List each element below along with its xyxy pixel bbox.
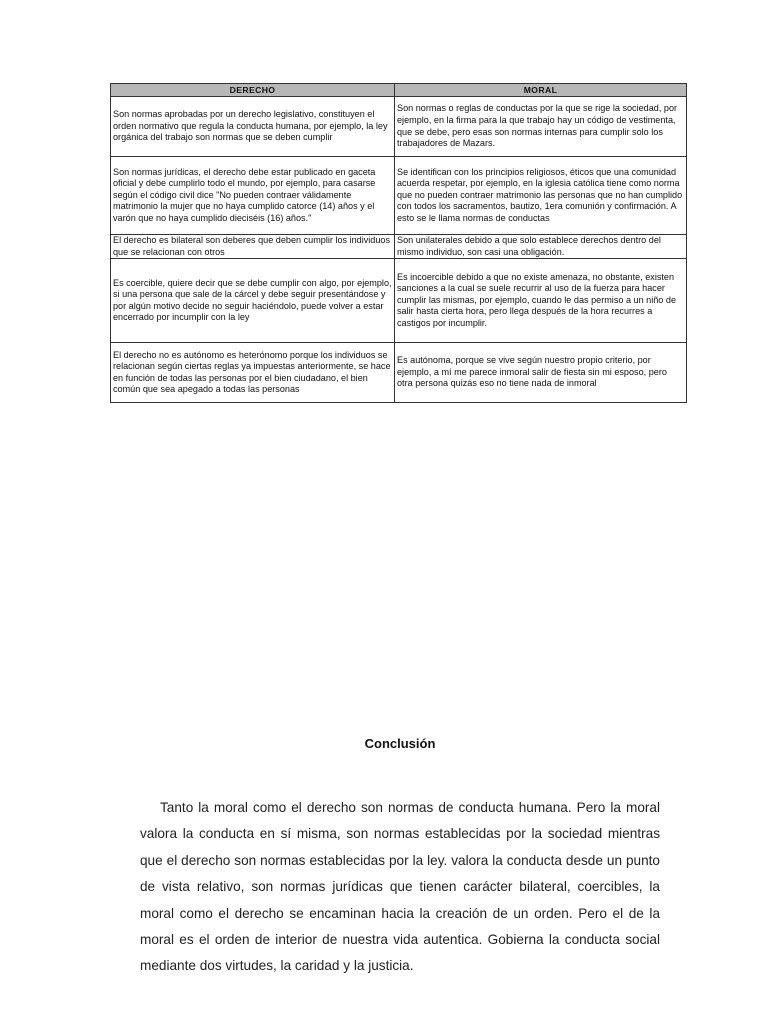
moral-cell-text: Es autónoma, porque se vive según nuestro propio criterio, por ejemplo, a mí me parece inmoral salir de fiesta sin mi esposo, pero otra persona quizás eso no tiene nada de inmoral: [397, 355, 667, 389]
derecho-cell: [111, 343, 395, 403]
derecho-cell: [111, 259, 395, 343]
table-header-row: [111, 84, 687, 97]
moral-cell: [395, 235, 687, 259]
derecho-cell: [111, 97, 395, 157]
conclusion-body: [140, 795, 660, 1024]
derecho-cell-text: El derecho no es autónomo es heterónomo porque los individuos se relacionan según ciertas reglas ya impuestas anteriormente, se hace en función de todas las personas por el bien ciudadano, el bien común que sea apegado a todas las personas: [113, 349, 391, 395]
derecho-cell-text: El derecho es bilateral son deberes que deben cumplir los individuos que se relacionan con otros: [113, 235, 391, 257]
moral-cell-text: Se identifican con los principios religiosos, éticos que una comunidad acuerda respetar, por ejemplo, en la iglesia católica tiene como norma que no pueden contraer matrimonio las personas que no han cumplido con todos los sacramentos, bautizo, 1era comunión y confirmación. A esto se le llama normas de conductas: [397, 166, 683, 223]
column-header-moral: MORAL: [395, 84, 687, 97]
moral-cell-text: Es incoercible debido a que no existe amenaza, no obstante, existen sanciones a la cual se suele recurrir al uso de la fuerza para hacer cumplir las mismas, por ejemplo, cuando le das permiso a un niño de salir hasta cierta hora, pero llega después de la hora recurres a castigos por incumplir.: [397, 271, 677, 329]
table-row: [111, 259, 687, 343]
conclusion-paragraph: Tanto la moral como el derecho son normas de conducta humana. Pero la moral valora la conducta en sí misma, son normas establecidas por la sociedad mientras que el derecho son normas establecidas por la ley. valora la conducta desde un punto de vista relativo, son normas jurídicas que tienen carácter bilateral, coercibles, la moral como el derecho se encaminan hacia la creación de un orden. Pero el de la moral es el orden de interior de nuestra vida autentica. Gobierna la conducta social mediante dos virtudes, la caridad y la justicia.: [140, 800, 660, 974]
moral-cell-text: Son unilaterales debido a que solo establece derechos dentro del mismo individuo, son casi una obligación.: [397, 235, 661, 257]
derecho-cell-text: Son normas jurídicas, el derecho debe estar publicado en gaceta oficial y debe cumplirlo todo el mundo, por ejemplo, para casarse según el código civil dice "No pueden contraer válidamente matrimonio la mujer que no haya cumplido catorce (14) años y el varón que no haya cumplido dieciséis (16) años.": [113, 166, 376, 223]
moral-cell-text: Son normas o reglas de conductas por la que se rige la sociedad, por ejemplo, en la firma para la que trabajo hay un código de vestimenta, que se debe, pero esas son normas internas para cumplir solo los trabajadores de Mazars.: [397, 103, 678, 149]
table-row: [111, 343, 687, 403]
moral-cell: [395, 97, 687, 157]
column-header-derecho: DERECHO: [111, 84, 395, 97]
derecho-cell: [111, 235, 395, 259]
conclusion-title: Conclusión: [364, 736, 436, 751]
derecho-cell-text: Es coercible, quiere decir que se debe cumplir con algo, por ejemplo, si una persona que sale de la cárcel y debe seguir presentándose y por algún motivo decide no seguir haciéndolo, puede volver a estar encerrado por incumplir con la ley: [113, 277, 392, 323]
table-row: [111, 157, 687, 235]
comparison-table: [110, 83, 687, 403]
table-row: [111, 97, 687, 157]
moral-cell: [395, 157, 687, 235]
derecho-cell-text: Son normas aprobadas por un derecho legislativo, constituyen el orden normativo que regula la conducta humana, por ejemplo, la ley orgánica del trabajo son normas que se deben cumplir: [113, 109, 388, 143]
table-row: [111, 235, 687, 259]
moral-cell: [395, 343, 687, 403]
derecho-cell: [111, 157, 395, 235]
moral-cell: [395, 259, 687, 343]
